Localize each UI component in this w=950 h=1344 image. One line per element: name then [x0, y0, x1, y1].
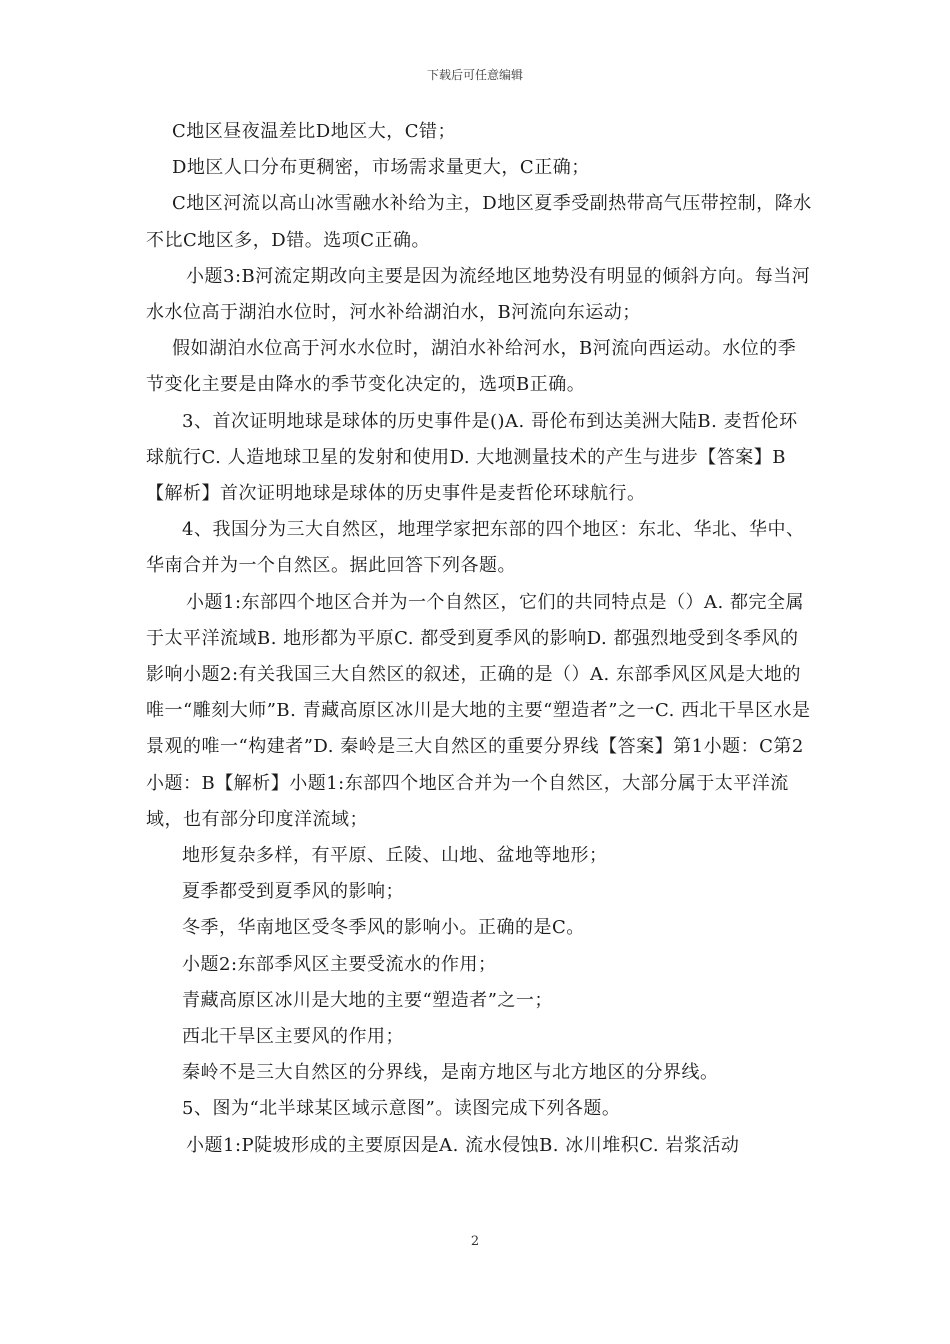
paragraph: 小题2:东部季风区主要受流水的作用； [182, 953, 497, 975]
paragraph: 青藏高原区冰川是大地的主要“塑造者”之一； [182, 989, 553, 1011]
paragraph: 小题3:B河流定期改向主要是因为流经地区地势没有明显的倾斜方向。每当河水水位高于湖泊水位时，河水补给湖泊水，B河流向东运动； [146, 265, 811, 324]
paragraph: 小题1:东部四个地区合并为一个自然区，它们的共同特点是（）A. 都完全属于太平洋流域B. 地形都为平原C. 都受到夏季风的影响D. 都强烈地受到冬季风的影响小题2:有关我国三大自然区的叙述，正确的是（）A. 东部季风区风是大地的唯一“雕刻大师”B. 青藏高原区冰川是大地的主要“塑造者”之一C. 西北干旱区水是景观的唯一“构建者”D. 秦岭是三大自然区的重要分界线【答案】第1小题：C第2小题：B【解析】小题1:东部四个地区合并为一个自然区，大部分属于太平洋流域，也有部分印度洋流域； [146, 591, 811, 830]
page-number: 2 [470, 1234, 480, 1249]
paragraph: 地形复杂多样，有平原、丘陵、山地、盆地等地形； [182, 845, 608, 867]
paragraph: 冬季，华南地区受冬季风的影响小。正确的是C。 [182, 917, 585, 939]
paragraph: 秦岭不是三大自然区的分界线，是南方地区与北方地区的分界线。 [182, 1062, 719, 1084]
paragraph: C地区河流以高山冰雪融水补给为主，D地区夏季受副热带高气压带控制，降水不比C地区多，D错。选项C正确。 [146, 193, 812, 251]
paragraph: 5、图为“北半球某区域示意图”。读图完成下列各题。 [182, 1098, 621, 1120]
page-header: 下载后可任意编辑 [426, 68, 523, 82]
paragraph: D地区人口分布更稠密，市场需求量更大，C正确； [172, 157, 590, 179]
paragraph: 3、首次证明地球是球体的历史事件是()A. 哥伦布到达美洲大陆B. 麦哲伦环球航行C. 人造地球卫星的发射和使用D. 大地测量技术的产生与进步【答案】B【解析】首次证明地球是球体的历史事件是麦哲伦环球航行。 [146, 410, 798, 505]
document-body [146, 114, 814, 1164]
paragraph: 假如湖泊水位高于河水水位时，湖泊水补给河水，B河流向西运动。水位的季节变化主要是由降水的季节变化决定的，选项B正确。 [146, 338, 797, 396]
paragraph: 西北干旱区主要风的作用； [182, 1026, 404, 1048]
paragraph: 小题1:P陡坡形成的主要原因是A. 流水侵蚀B. 冰川堆积C. 岩浆活动 [186, 1134, 740, 1156]
paragraph: 夏季都受到夏季风的影响； [182, 881, 404, 903]
paragraph: C地区昼夜温差比D地区大，C错； [172, 121, 456, 142]
paragraph: 4、我国分为三大自然区，地理学家把东部的四个地区：东北、华北、华中、华南合并为一个自然区。据此回答下列各题。 [146, 519, 805, 577]
